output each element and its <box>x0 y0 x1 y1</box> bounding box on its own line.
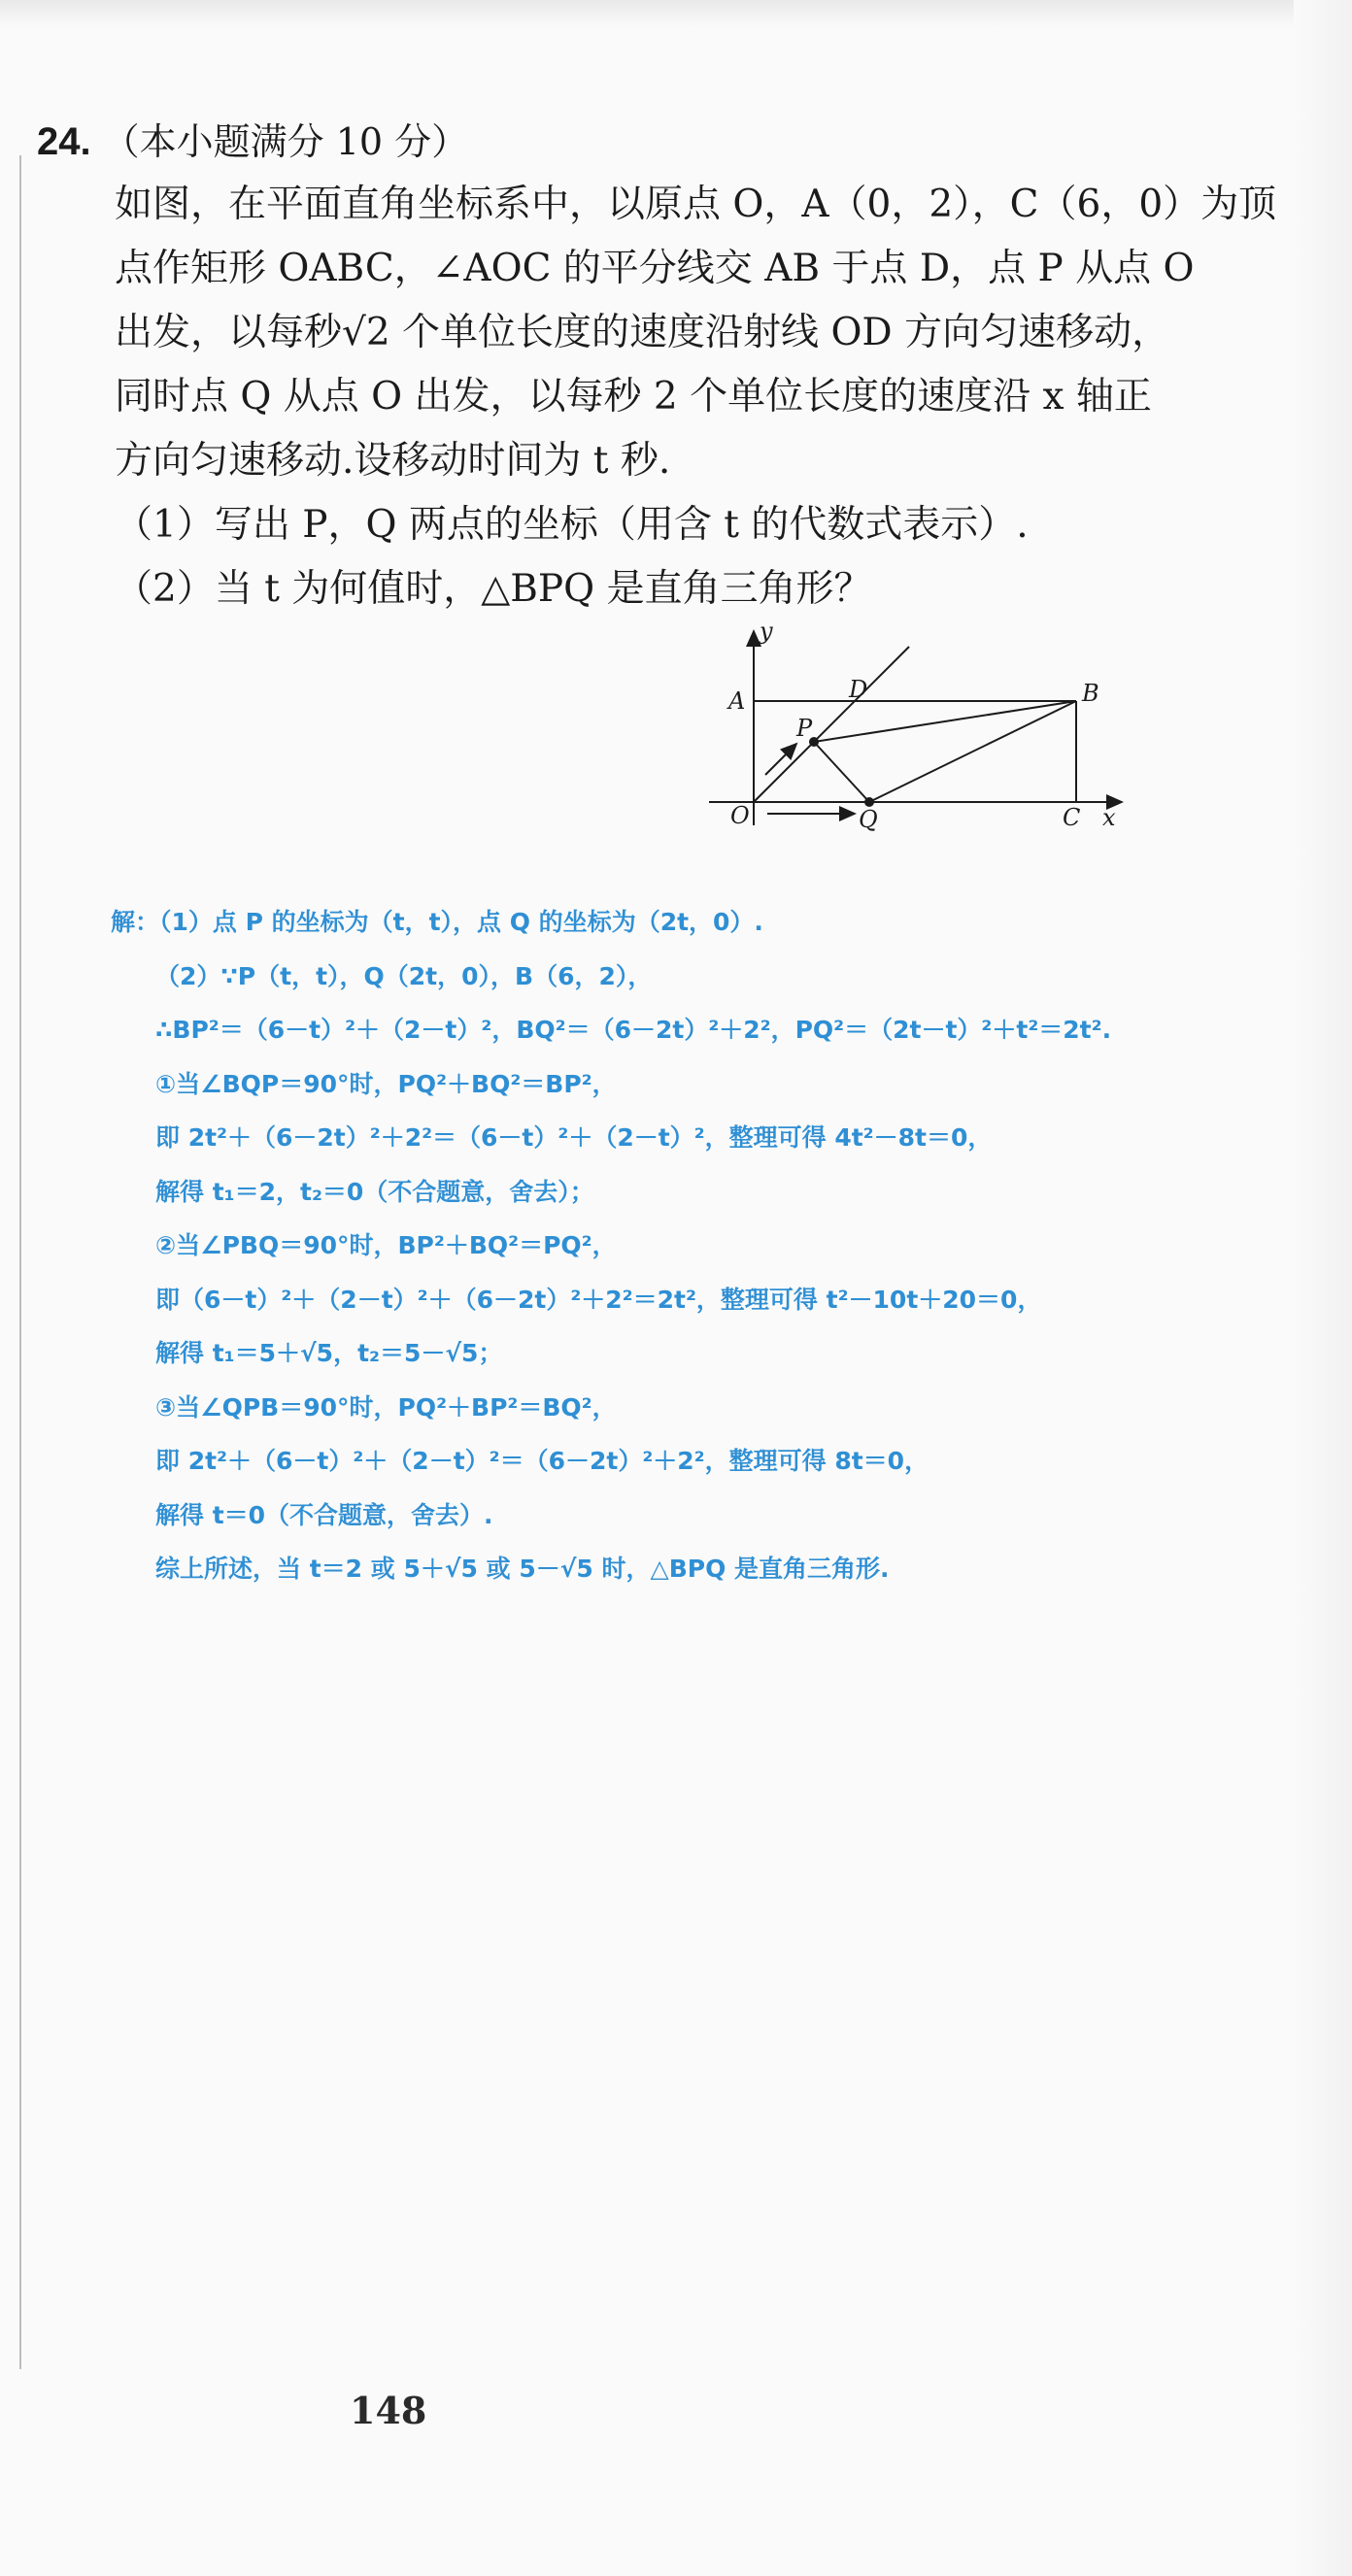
solution-line: （2）∵P（t，t），Q（2t，0），B（6，2）， <box>155 961 653 990</box>
solution-line: 即（6－t）²＋（2－t）²＋（6－2t）²＋2²＝2t²，整理可得 t²－10t＋20＝0， <box>155 1285 1042 1314</box>
solution-line: 解：（1）点 P 的坐标为（t，t），点 Q 的坐标为（2t，0）. <box>111 908 763 936</box>
label-C: C <box>1063 804 1081 831</box>
solution-line: 即 2t²＋（6－2t）²＋2²＝（6－t）²＋（2－t）²，整理可得 4t²－8t＝0， <box>155 1123 993 1152</box>
problem-line: 方向匀速移动.设移动时间为 t 秒. <box>115 439 671 483</box>
label-x: x <box>1102 804 1116 831</box>
problem-number: 24. <box>37 120 91 163</box>
label-A: A <box>728 687 746 715</box>
problem-line: 出发，以每秒√2 个单位长度的速度沿射线 OD 方向匀速移动， <box>115 311 1170 354</box>
page-right-shade <box>1294 0 1352 2576</box>
solution-line: 解得 t₁＝2，t₂＝0（不合题意，舍去）； <box>155 1177 594 1206</box>
motion-arrow-P <box>765 744 796 775</box>
label-O: O <box>730 802 750 829</box>
coordinate-figure <box>699 618 1127 845</box>
problem-part-1: （1）写出 P，Q 两点的坐标（用含 t 的代数式表示）. <box>115 503 1029 547</box>
figure-svg <box>699 618 1127 845</box>
solution-line: 解得 t₁＝5＋√5，t₂＝5－√5； <box>155 1339 503 1367</box>
margin-line <box>19 155 21 2369</box>
label-Q: Q <box>859 806 878 833</box>
solution-line: ∴BP²＝（6－t）²＋（2－t）²，BQ²＝（6－2t）²＋2²，PQ²＝（2t－t）²＋t²＝2t². <box>155 1016 1112 1044</box>
problem-line: 如图，在平面直角坐标系中，以原点 O，A（0，2），C（6，0）为顶 <box>115 183 1277 226</box>
ray-OD <box>754 647 909 802</box>
solution-line: 解得 t＝0（不合题意，舍去）. <box>155 1500 493 1529</box>
solution-conclusion: 综上所述，当 t＝2 或 5＋√5 或 5－√5 时，△BPQ 是直角三角形. <box>155 1555 890 1583</box>
page-number: 148 <box>350 2389 427 2432</box>
solution-line: ①当∠BQP＝90°时，PQ²＋BQ²＝BP²， <box>155 1069 617 1098</box>
segment-BP <box>814 701 1076 742</box>
problem-statement <box>115 173 1300 621</box>
label-D: D <box>849 676 868 703</box>
segment-PQ <box>814 742 869 802</box>
label-P: P <box>796 715 813 742</box>
label-B: B <box>1082 680 1099 707</box>
problem-score: （本小题满分 10 分） <box>102 120 469 163</box>
page-top-shade <box>0 0 1352 27</box>
problem-line: 同时点 Q 从点 O 出发，以每秒 2 个单位长度的速度沿 x 轴正 <box>115 375 1152 418</box>
solution-line: 即 2t²＋（6－t）²＋（2－t）²＝（6－2t）²＋2²，整理可得 8t＝0， <box>155 1447 930 1475</box>
problem-header <box>37 117 1300 167</box>
solution-line: ②当∠PBQ＝90°时，BP²＋BQ²＝PQ²， <box>155 1231 617 1259</box>
problem-line: 点作矩形 OABC，∠AOC 的平分线交 AB 于点 D，点 P 从点 O <box>115 247 1195 290</box>
solution-block <box>111 895 1257 1596</box>
solution-line: ③当∠QPB＝90°时，PQ²＋BP²＝BQ²， <box>155 1392 617 1422</box>
problem-part-2: （2）当 t 为何值时，△BPQ 是直角三角形？ <box>115 567 872 611</box>
label-y: y <box>760 618 773 645</box>
problem-24 <box>37 117 1300 621</box>
